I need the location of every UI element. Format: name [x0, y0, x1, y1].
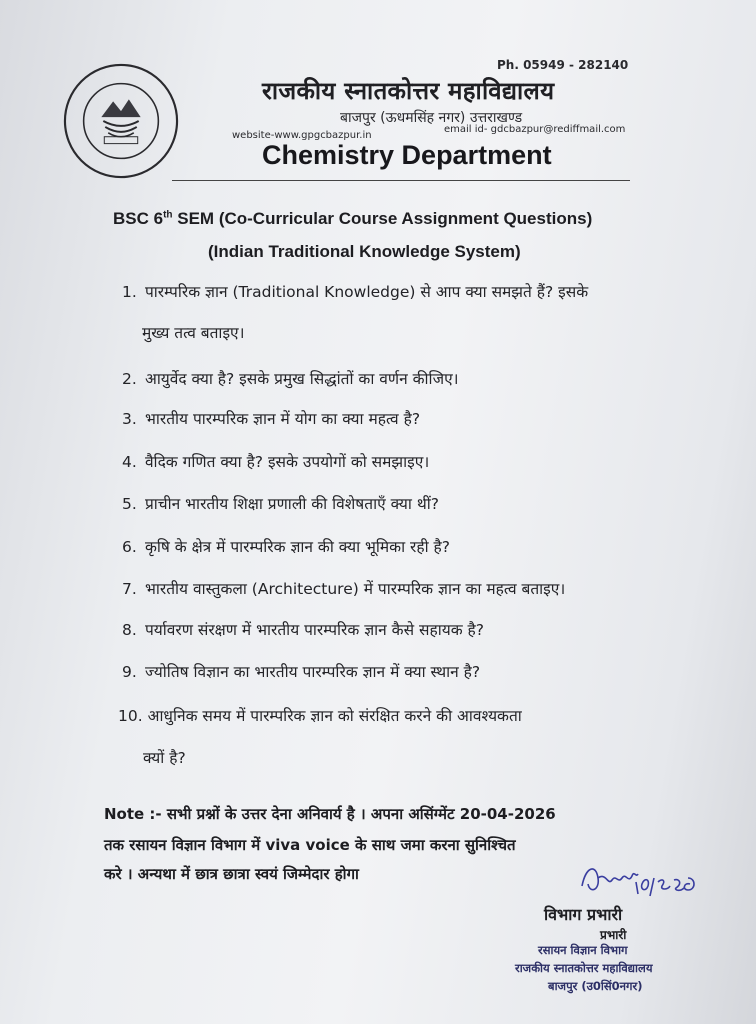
- handwritten-signature: [578, 856, 704, 904]
- email-text: email id- gdcbazpur@rediffmail.com: [444, 124, 626, 135]
- assignment-title: BSC 6th SEM (Co-Curricular Course Assignment Questions): [113, 209, 593, 228]
- college-name: राजकीय स्नातकोत्तर महाविद्यालय: [262, 77, 555, 105]
- question-continuation: क्यों है?: [143, 749, 186, 767]
- question-item: 7. भारतीय वास्तुकला (Architecture) में पारम्परिक ज्ञान का महत्व बताइए।: [122, 580, 566, 598]
- college-address: बाजपुर (ऊधमसिंह नगर) उत्तराखण्ड: [340, 110, 523, 126]
- question-item: 1. पारम्परिक ज्ञान (Traditional Knowledge) से आप क्या समझते हैं? इसके: [122, 283, 589, 301]
- question-item: 10. आधुनिक समय में पारम्परिक ज्ञान को संरक्षित करने की आवश्यकता: [118, 707, 522, 725]
- stamp-line: राजकीय स्नातकोत्तर महाविद्यालय: [515, 961, 653, 975]
- phone-number: Ph. 05949 - 282140: [497, 58, 629, 72]
- header-divider: [172, 180, 630, 181]
- website-text: website-www.gpgcbazpur.in: [232, 130, 372, 141]
- stamp-line: रसायन विज्ञान विभाग: [538, 943, 628, 957]
- assignment-subtitle: (Indian Traditional Knowledge System): [208, 242, 521, 261]
- signature-title: विभाग प्रभारी: [544, 905, 623, 924]
- question-item: 8. पर्यावरण संरक्षण में भारतीय पारम्परिक ज्ञान कैसे सहायक है?: [122, 621, 484, 639]
- department-title: Chemistry Department: [262, 140, 552, 170]
- signature-subtitle: प्रभारी: [600, 928, 627, 942]
- question-item: 4. वैदिक गणित क्या है? इसके उपयोगों को समझाइए।: [122, 453, 430, 471]
- question-item: 5. प्राचीन भारतीय शिक्षा प्रणाली की विशेषताएँ क्या थीं?: [122, 495, 439, 513]
- note-line: करे । अन्यथा में छात्र छात्रा स्वयं जिम्मेदार होगा: [104, 865, 359, 883]
- question-item: 3. भारतीय पारम्परिक ज्ञान में योग का क्या महत्व है?: [122, 410, 421, 428]
- question-item: 6. कृषि के क्षेत्र में पारम्परिक ज्ञान की क्या भूमिका रही है?: [122, 538, 451, 556]
- question-item: 9. ज्योतिष विज्ञान का भारतीय पारम्परिक ज्ञान में क्या स्थान है?: [122, 663, 481, 681]
- note-line: तक रसायन विज्ञान विभाग में viva voice के साथ जमा करना सुनिश्चित: [104, 836, 516, 854]
- question-continuation: मुख्य तत्व बताइए।: [142, 324, 245, 342]
- question-item: 2. आयुर्वेद क्या है? इसके प्रमुख सिद्धांतों का वर्णन कीजिए।: [122, 370, 459, 388]
- note-line: Note :- सभी प्रश्नों के उत्तर देना अनिवार्य है । अपना असिंग्मेंट 20-04-2026: [104, 805, 556, 823]
- college-seal-logo: [62, 62, 180, 180]
- stamp-line: बाजपुर (उ0सिं0नगर): [548, 979, 643, 993]
